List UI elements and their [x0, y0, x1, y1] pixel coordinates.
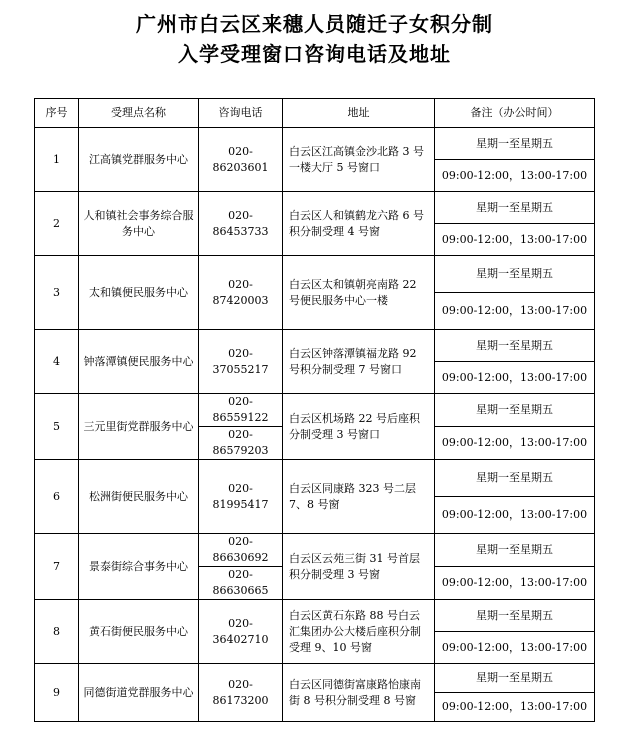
- phone-number: 020- 36402710: [199, 600, 283, 664]
- office-address: 白云区黄石东路 88 号白云汇集团办公大楼后座积分制受理 9、10 号窗: [283, 600, 435, 664]
- table-row: [35, 534, 595, 567]
- table-header-row: [35, 99, 595, 128]
- office-name: 三元里街党群服务中心: [79, 394, 199, 460]
- office-address: 白云区同德街富康路怡康南街 8 号积分制受理 8 号窗: [283, 664, 435, 722]
- phone-number: 020-37055217: [199, 330, 283, 394]
- phone-number: 020-86173200: [199, 664, 283, 722]
- office-hours: 09:00-12:00，13:00-17:00: [435, 693, 595, 722]
- office-address: 白云区云苑三街 31 号首层积分制受理 3 号窗: [283, 534, 435, 600]
- office-days: 星期一至星期五: [435, 128, 595, 160]
- office-address: 白云区江高镇金沙北路 3 号一楼大厅 5 号窗口: [283, 128, 435, 192]
- row-number: 3: [35, 256, 79, 330]
- office-days: 星期一至星期五: [435, 664, 595, 693]
- office-days: 星期一至星期五: [435, 256, 595, 293]
- header-address: 地址: [283, 99, 435, 128]
- office-days: 星期一至星期五: [435, 600, 595, 632]
- office-days: 星期一至星期五: [435, 460, 595, 497]
- office-address: 白云区同康路 323 号二层 7、8 号窗: [283, 460, 435, 534]
- header-name: 受理点名称: [79, 99, 199, 128]
- page-title: 广州市白云区来穗人员随迁子女积分制: [136, 12, 493, 36]
- table-row: [35, 460, 595, 497]
- header-phone: 咨询电话: [199, 99, 283, 128]
- phone-number: 020-81995417: [199, 460, 283, 534]
- office-hours: 09:00-12:00，13:00-17:00: [435, 362, 595, 394]
- phone-number: 020-86630692: [199, 534, 283, 567]
- header-note: 备注（办公时间）: [435, 99, 595, 128]
- phone-number: 020-86203601: [199, 128, 283, 192]
- table-row: [35, 394, 595, 427]
- table-row: [35, 256, 595, 293]
- office-name: 钟落潭镇便民服务中心: [79, 330, 199, 394]
- table-row: [35, 600, 595, 632]
- row-number: 9: [35, 664, 79, 722]
- table-row: [35, 128, 595, 160]
- row-number: 8: [35, 600, 79, 664]
- office-address: 白云区钟落潭镇福龙路 92 号积分制受理 7 号窗口: [283, 330, 435, 394]
- row-number: 6: [35, 460, 79, 534]
- phone-number: 020-86559122: [199, 394, 283, 427]
- office-name: 松洲街便民服务中心: [79, 460, 199, 534]
- row-number: 4: [35, 330, 79, 394]
- office-days: 星期一至星期五: [435, 192, 595, 224]
- phone-number: 020-87420003: [199, 256, 283, 330]
- contact-table: [34, 98, 595, 722]
- office-hours: 09:00-12:00，13:00-17:00: [435, 224, 595, 256]
- office-hours: 09:00-12:00，13:00-17:00: [435, 293, 595, 330]
- office-name: 黄石街便民服务中心: [79, 600, 199, 664]
- office-name: 江高镇党群服务中心: [79, 128, 199, 192]
- row-number: 2: [35, 192, 79, 256]
- phone-number: 020-86630665: [199, 567, 283, 600]
- phone-number: 020-86453733: [199, 192, 283, 256]
- table-row: [35, 192, 595, 224]
- office-hours: 09:00-12:00，13:00-17:00: [435, 160, 595, 192]
- office-name: 景泰街综合事务中心: [79, 534, 199, 600]
- table-row: [35, 664, 595, 693]
- office-hours: 09:00-12:00，13:00-17:00: [435, 427, 595, 460]
- header-no: 序号: [35, 99, 79, 128]
- table-row: [35, 330, 595, 362]
- table-body: [35, 128, 595, 722]
- row-number: 7: [35, 534, 79, 600]
- office-address: 白云区机场路 22 号后座积分制受理 3 号窗口: [283, 394, 435, 460]
- office-days: 星期一至星期五: [435, 330, 595, 362]
- office-address: 白云区人和镇鹤龙六路 6 号积分制受理 4 号窗: [283, 192, 435, 256]
- office-hours: 09:00-12:00，13:00-17:00: [435, 632, 595, 664]
- office-name: 人和镇社会事务综合服务中心: [79, 192, 199, 256]
- office-hours: 09:00-12:00，13:00-17:00: [435, 497, 595, 534]
- office-name: 太和镇便民服务中心: [79, 256, 199, 330]
- phone-number: 020-86579203: [199, 427, 283, 460]
- row-number: 1: [35, 128, 79, 192]
- row-number: 5: [35, 394, 79, 460]
- office-days: 星期一至星期五: [435, 534, 595, 567]
- office-address: 白云区太和镇朝亮南路 22 号便民服务中心一楼: [283, 256, 435, 330]
- page-subtitle: 入学受理窗口咨询电话及地址: [178, 42, 451, 66]
- office-days: 星期一至星期五: [435, 394, 595, 427]
- office-hours: 09:00-12:00，13:00-17:00: [435, 567, 595, 600]
- office-name: 同德街道党群服务中心: [79, 664, 199, 722]
